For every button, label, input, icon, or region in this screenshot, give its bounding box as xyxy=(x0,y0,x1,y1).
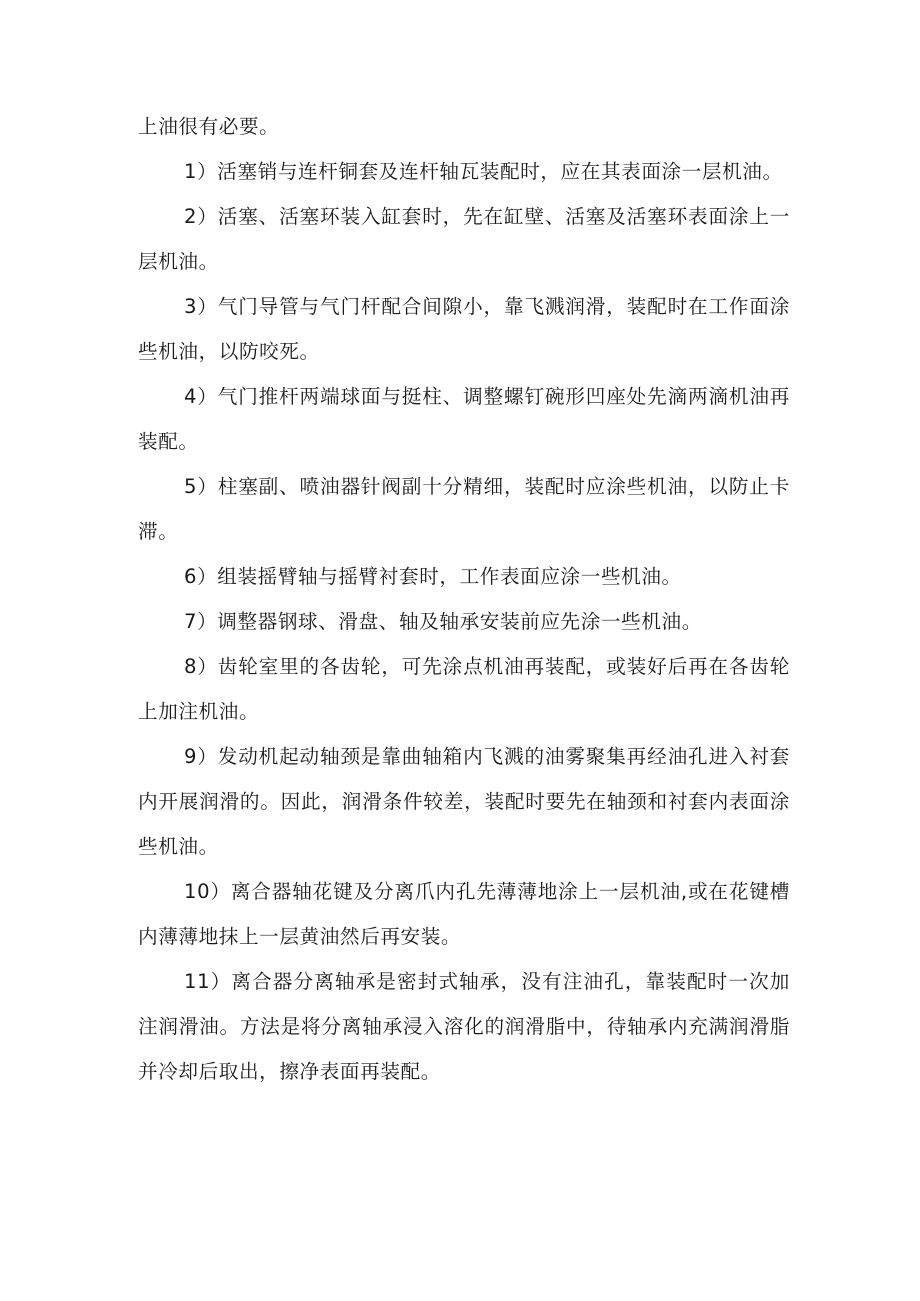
list-item: 9）发动机起动轴颈是靠曲轴箱内飞溅的油雾聚集再经油孔进入衬套内开展润滑的。因此，润滑条件较差，装配时要先在轴颈和衬套内表面涂些机油。 xyxy=(138,745,790,858)
intro-paragraph: 上油很有必要。 xyxy=(138,115,280,138)
list-item: 2）活塞、活塞环装入缸套时，先在缸壁、活塞及活塞环表面涂上一层机油。 xyxy=(138,205,790,273)
list-item: 4）气门推杆两端球面与挺柱、调整螺钉碗形凹座处先滴两滴机油再装配。 xyxy=(138,385,790,453)
document-page xyxy=(138,104,790,1094)
list-item: 8）齿轮室里的各齿轮，可先涂点机油再装配，或装好后再在各齿轮上加注机油。 xyxy=(138,655,790,723)
list-item: 10）离合器轴花键及分离爪内孔先薄薄地涂上一层机油,或在花键槽内薄薄地抹上一层黄油然后再安装。 xyxy=(138,880,790,948)
list-item: 7）调整器钢球、滑盘、轴及轴承安装前应先涂一些机油。 xyxy=(184,610,702,633)
list-item: 6）组装摇臂轴与摇臂衬套时，工作表面应涂一些机油。 xyxy=(184,565,682,588)
list-item: 5）柱塞副、喷油器针阀副十分精细，装配时应涂些机油，以防止卡滞。 xyxy=(138,475,790,543)
list-item: 1）活塞销与连杆铜套及连杆轴瓦装配时，应在其表面涂一层机油。 xyxy=(184,160,783,183)
list-item: 3）气门导管与气门杆配合间隙小，靠飞溅润滑，装配时在工作面涂些机油，以防咬死。 xyxy=(138,295,790,363)
list-item: 11）离合器分离轴承是密封式轴承，没有注油孔，靠装配时一次加注润滑油。方法是将分离轴承浸入溶化的润滑脂中，待轴承内充满润滑脂并冷却后取出，擦净表面再装配。 xyxy=(138,970,790,1083)
